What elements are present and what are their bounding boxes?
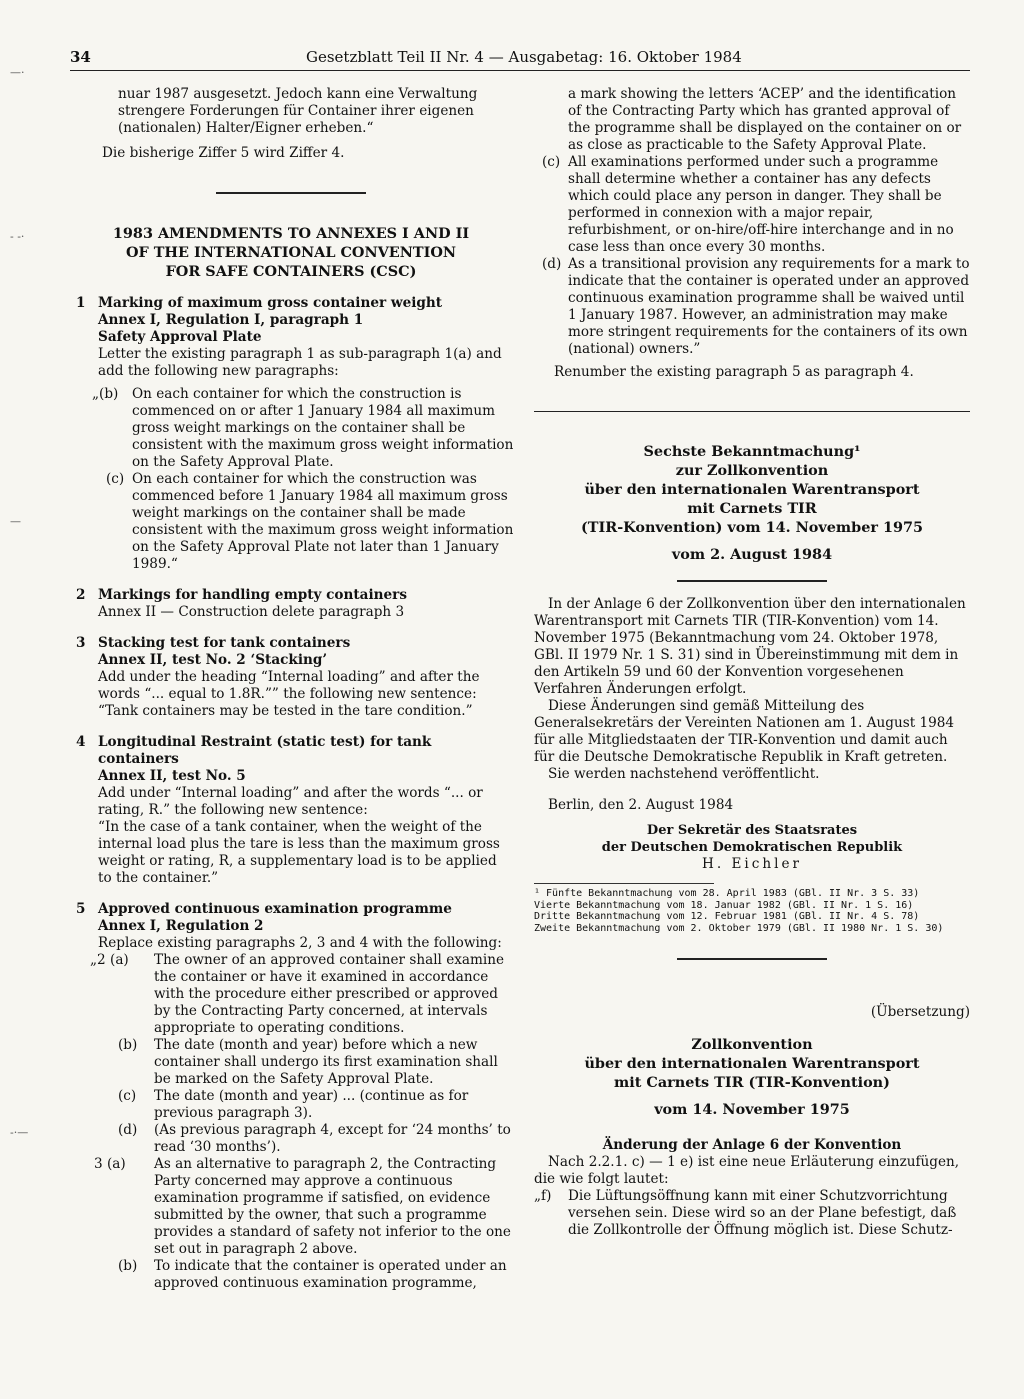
title-line: FOR SAFE CONTAINERS (CSC) [165, 263, 417, 280]
section-title: Longitudinal Restraint (static test) for tank containers [98, 734, 432, 767]
item-label: (d) [118, 1122, 138, 1138]
footnote: ¹ Fünfte Bekanntmachung vom 28. April 1983 (GBl. II Nr. 3 S. 33) [534, 888, 920, 899]
section-subtitle: Annex II, test No. 5 [98, 768, 246, 784]
section-3 [68, 635, 514, 720]
zollkonvention-title [534, 1035, 970, 1119]
translation-note: (Übersetzung) [870, 1004, 970, 1020]
section-2 [68, 587, 514, 621]
list-item [94, 1156, 514, 1258]
section-title: Markings for handling empty containers [98, 587, 407, 603]
margin-mark: —· [10, 66, 25, 79]
title-line: mit Carnets TIR [687, 500, 817, 517]
section-title: Approved continuous examination programme [98, 901, 452, 917]
margin-mark: -·— [10, 1126, 29, 1139]
running-title: Gesetzblatt Teil II Nr. 4 — Ausgabetag: 16. Oktober 1984 [306, 48, 742, 66]
title-line: Sechste Bekanntmachung¹ [643, 443, 861, 460]
place-date: Berlin, den 2. August 1984 [548, 797, 734, 813]
title-line: über den internationalen Warentransport [584, 1055, 920, 1072]
section-text: “In the case of a tank container, when the weight of the internal load plus the tare is less than the maximum gross weight or rating, R, a supplementary load is to be applied to the container.” [98, 819, 500, 886]
section-text: Letter the existing paragraph 1 as sub-paragraph 1(a) and add the following new paragraphs: [98, 346, 502, 379]
section-text: Replace existing paragraphs 2, 3 and 4 with the following: [98, 935, 502, 951]
item-text: On each container for which the construction was commenced before 1 January 1984 all maximum gross weight markings on the container shall be made consistent with the maximum gross weight information on the Safety Approval Plate not later than 1 January 1989.“ [132, 471, 514, 572]
section-text: Annex II — Construction delete paragraph 3 [98, 604, 405, 620]
item-label: (c) [118, 1088, 137, 1104]
item-text: As an alternative to paragraph 2, the Contracting Party concerned may approve a continuous examination programme if satisfied, on evidence submitted by the owner, that such a programme provides a standard of safety not inferior to the one set out in paragraph 2 above. [154, 1156, 511, 1257]
list-item [98, 1122, 514, 1156]
title-line: über den internationalen Warentransport [584, 481, 920, 498]
item-text: On each container for which the construction is commenced on or after 1 January 1984 all maximum gross weight markings on the container shall be consistent with the maximum gross weight information on the Safety Approval Plate. [132, 386, 514, 470]
right-column [534, 86, 970, 1239]
item-label: „2 (a) [90, 952, 129, 968]
renumber-note: Die bisherige Ziffer 5 wird Ziffer 4. [102, 145, 345, 161]
section-number: 3 [76, 635, 86, 651]
bekanntmachung-title [534, 442, 970, 564]
section-number: 2 [76, 587, 86, 603]
section-title: Stacking test for tank containers [98, 635, 351, 651]
list-item [534, 256, 970, 358]
signatory-name: H. Eichler [701, 856, 803, 872]
section-number: 4 [76, 734, 86, 750]
item-label: (c) [106, 471, 125, 487]
item-text: The owner of an approved container shall examine the container or have it examined in accordance with the procedure either prescribed or approved by the Contracting Party concerned, at intervals appropriate to operating conditions. [154, 952, 505, 1036]
list-item [98, 1037, 514, 1088]
renumber-note: Renumber the existing paragraph 5 as paragraph 4. [554, 364, 914, 380]
title-line: zur Zollkonvention [675, 462, 829, 479]
body-paragraph: Diese Änderungen sind gemäß Mitteilung des Generalsekretärs der Vereinten Nationen am 1. August 1984 für alle Mitgliedstaaten der TIR-Konvention und damit auch für die Deutsche Demokratische Republik in Kraft getreten. [534, 698, 955, 765]
item-label: (b) [118, 1258, 138, 1274]
title-line: Zollkonvention [691, 1036, 813, 1053]
list-item [98, 1088, 514, 1122]
signature-line: Der Sekretär des Staatsrates [646, 823, 858, 838]
list-item [90, 952, 514, 1037]
section-5 [68, 901, 514, 1292]
section-subtitle: Safety Approval Plate [98, 329, 262, 345]
body-paragraph: Sie werden nachstehend veröffentlicht. [548, 766, 820, 782]
item-text: Die Lüftungsöffnung kann mit einer Schutzvorrichtung versehen sein. Diese wird so an der Plane befestigt, daß die Zollkontrolle der Öffnung möglich ist. Diese Schutz- [568, 1188, 957, 1238]
list-item [534, 1188, 970, 1239]
left-column [68, 86, 514, 1292]
section-subtitle: Annex I, Regulation 2 [98, 918, 264, 934]
item-text: (As previous paragraph 4, except for ‘24 months’ to read ‘30 months’). [154, 1122, 511, 1155]
item-label: (d) [542, 256, 562, 272]
section-4 [68, 734, 514, 887]
footnote: Zweite Bekanntmachung vom 2. Oktober 1979 (GBl. II 1980 Nr. 1 S. 30) [534, 922, 944, 934]
item-text: As a transitional provision any requirements for a mark to indicate that the container is operated under an approved continuous examination programme shall be waived until 1 January 1987. However, an administration may make more stringent requirements for the containers of its own (national) owners.” [568, 256, 970, 357]
subheading: Änderung der Anlage 6 der Konvention [602, 1137, 902, 1153]
item-text: a mark showing the letters ‘ACEP’ and the identification of the Contracting Party which has granted approval of the programme shall be displayed on the container on or as close as practicable to the Safety Approval Plate. [568, 86, 962, 153]
list-item [98, 471, 514, 573]
section-text: “Tank containers may be tested in the tare condition.” [98, 703, 473, 719]
title-date: vom 2. August 1984 [671, 546, 833, 563]
item-text: The date (month and year) before which a new container shall undergo its first examination shall be marked on the Safety Approval Plate. [154, 1037, 498, 1087]
item-text: All examinations performed under such a programme shall determine whether a container has any defects which could place any person in danger. They shall be performed in connexion with a major repair, refurbishment, or on-hire/off-hire interchange and in no case less than once every 30 months. [568, 154, 954, 255]
section-subtitle: Annex II, test No. 2 ‘Stacking’ [98, 652, 328, 668]
intro-text: nuar 1987 ausgesetzt. Jedoch kann eine Verwaltung strengere Forderungen für Container ihrer eigenen (nationalen) Halter/Eigner erheben.“ [118, 86, 478, 136]
page-number: 34 [70, 48, 91, 66]
footnotes [534, 888, 970, 934]
body-paragraph: Nach 2.2.1. c) — 1 e) ist eine neue Erläuterung einzufügen, die wie folgt lautet: [534, 1154, 960, 1187]
amendments-title [68, 224, 514, 281]
section-text: Add under “Internal loading” and after the words “... or rating, R.” the following new sentence: [98, 785, 483, 818]
list-item [92, 386, 514, 471]
signature-line: der Deutschen Demokratischen Republik [601, 840, 903, 855]
section-title: Marking of maximum gross container weight [98, 295, 443, 311]
footnote: Dritte Bekanntmachung vom 12. Februar 1981 (GBl. II Nr. 4 S. 78) [534, 911, 920, 922]
item-label: 3 (a) [94, 1156, 126, 1172]
body-paragraph: In der Anlage 6 der Zollkonvention über den internationalen Warentransport mit Carnets TIR (TIR-Konvention) vom 14. November 1975 (Bekanntmachung vom 24. Oktober 1978, GBl. II 1979 Nr. 1 S. 31) sind in Übereinstimmung mit dem in den Artikeln 59 und 60 der Konvention vorgesehenen Verfahren Änderungen erfolgt. [534, 596, 966, 697]
item-text: The date (month and year) ... (continue as for previous paragraph 3). [154, 1088, 469, 1121]
margin-mark: - -· [10, 230, 25, 243]
list-item-continued [534, 86, 970, 154]
title-date: vom 14. November 1975 [654, 1101, 850, 1118]
margin-mark: — [10, 515, 21, 528]
title-line: OF THE INTERNATIONAL CONVENTION [125, 244, 457, 261]
list-item [98, 1258, 514, 1292]
item-label: „f) [534, 1188, 552, 1204]
section-number: 1 [76, 295, 86, 311]
item-label: (b) [118, 1037, 138, 1053]
title-line: 1983 AMENDMENTS TO ANNEXES I AND II [112, 225, 470, 242]
item-text: To indicate that the container is operated under an approved continuous examination programme, [154, 1258, 507, 1291]
footnote-rule [534, 883, 714, 884]
item-label: „(b) [92, 386, 119, 402]
section-number: 5 [76, 901, 86, 917]
section-subtitle: Annex I, Regulation I, paragraph 1 [98, 312, 364, 328]
signature-block [534, 822, 970, 873]
page-header [70, 46, 970, 71]
footnote: Vierte Bekanntmachung vom 18. Januar 1982 (GBl. II Nr. 1 S. 16) [534, 899, 914, 911]
section-divider [677, 580, 827, 582]
section-text: Add under the heading “Internal loading” and after the words “... equal to 1.8R.”” the following new sentence: [98, 669, 480, 702]
title-line: (TIR-Konvention) vom 14. November 1975 [580, 519, 923, 536]
list-item [534, 154, 970, 256]
title-line: mit Carnets TIR (TIR-Konvention) [614, 1074, 890, 1091]
section-1 [68, 295, 514, 573]
item-label: (c) [542, 154, 561, 170]
